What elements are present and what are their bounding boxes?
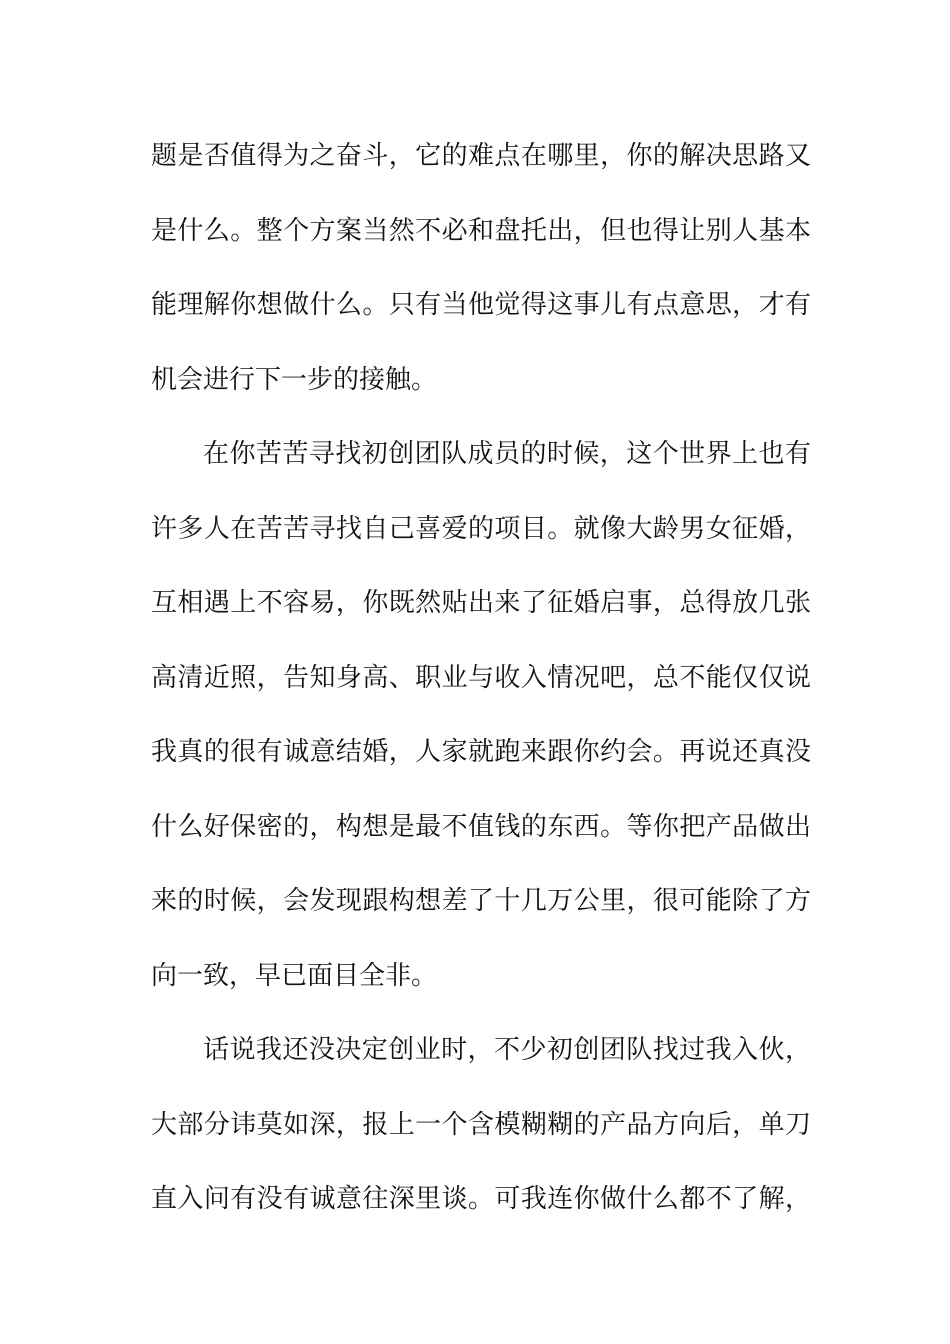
text-line: 来的时候，会发现跟构想差了十几万公里，很可能除了方 [151,886,811,916]
text-line-first: 在你苦苦寻找初创团队成员的时候，这个世界上也有 [203,439,811,469]
paragraph-2 [151,424,811,1020]
text-line: 是什么。整个方案当然不必和盘托出，但也得让别人基本 [151,215,811,246]
text-line: 许多人在苦苦寻找自己喜爱的项目。就像大龄男女征婚， [151,513,811,544]
paragraph-1 [151,126,811,424]
text-line: 能理解你想做什么。只有当他觉得这事儿有点意思，才有 [151,290,811,320]
text-line: 什么好保密的，构想是最不值钱的东西。等你把产品做出 [151,811,811,842]
text-line: 互相遇上不容易，你既然贴出来了征婚启事，总得放几张 [151,588,811,618]
text-line: 我真的很有诚意结婚，人家就跑来跟你约会。再说还真没 [151,737,811,767]
text-line: 高清近照，告知身高、职业与收入情况吧，总不能仅仅说 [151,662,811,693]
paragraph-3 [151,1020,811,1244]
text-line-last: 机会进行下一步的接触。 [151,364,438,395]
text-line-first: 话说我还没决定创业时，不少初创团队找过我入伙， [203,1035,811,1065]
text-line: 大部分讳莫如深，报上一个含模糊糊的产品方向后，单刀 [151,1109,811,1140]
text-line: 直入问有没有诚意往深里谈。可我连你做什么都不了解， [151,1184,811,1214]
text-line-last: 向一致，早已面目全非。 [151,960,438,991]
body-text [151,126,811,1244]
text-line: 题是否值得为之奋斗，它的难点在哪里，你的解决思路又 [151,141,811,171]
